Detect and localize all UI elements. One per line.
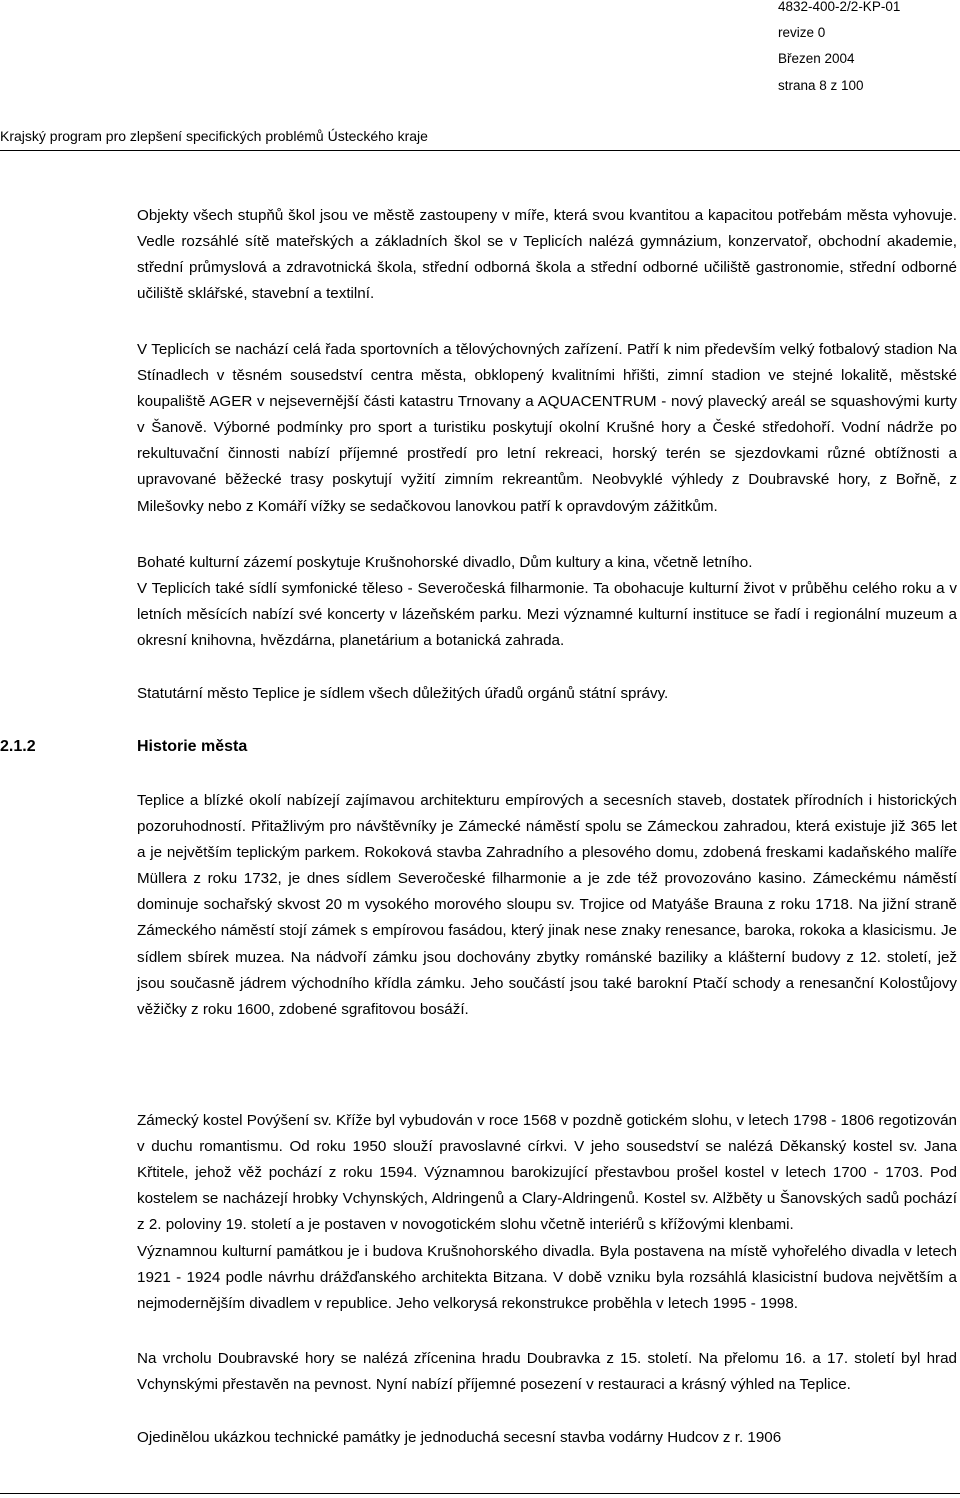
- doc-revision: revize 0: [778, 25, 826, 40]
- paragraph-theatre: Významnou kulturní památkou je i budova Krušnohorského divadla. Byla postavena na místě vyhořelého divadla v letech 1921 - 1924 podle návrhu drážďanského architekta Bitzana. V době vzniku byla rozsáhlá klasicistní budova největším a nejmodernějším divadlem v republice. Jeho velkorysá rekonstrukce proběhla v letech 1995 - 1998.: [137, 1243, 957, 1313]
- section-heading: [0, 737, 247, 757]
- paragraph-doubravka: Na vrcholu Doubravské hory se nalézá zřícenina hradu Doubravka z 15. století. Na přelomu 16. a 17. století byl hrad Vchynskými přestavěn na pevnost. Nyní nabízí příjemné posezení v restauraci a krásný výhled na Teplice.: [137, 1350, 957, 1394]
- footer-rule: [0, 1493, 960, 1494]
- paragraph-sports: V Teplicích se nachází celá řada sportovních a tělovýchovných zařízení. Patří k nim především velký fotbalový stadion Na Stínadlech v těsném sousedství centra města, obklopený kvalitními hřišti, zimní stadion ve stejné lokalitě, městské koupaliště AGER v nejsevernější části katastru Trnovany a AQUACENTRUM - nový plavecký areál se squashovými kurty v Šanově. Výborné podmínky pro sport a turistiku poskytují okolní Krušné hory a České středohoří. Vodní nádrže po rekultuvační činnosti nabízí příjemné prostředí pro letní rekreaci, horský terén se sjezdovkami různé obtížnosti a upravované běžecké trasy poskytují vyžití zimním rekreantům. Neobvyklé výhledy z Doubravské hory, z Bořně, z Milešovky nebo z Komáří vížky se sedačkovou lanovkou patří k opravdovým zážitkům.: [137, 341, 957, 515]
- paragraph-waterworks: Ojedinělou ukázkou technické památky je jednoduchá secesní stavba vodárny Hudcov z r. 1906: [137, 1429, 782, 1446]
- section-title: Historie města: [137, 738, 248, 755]
- paragraph-churches: Zámecký kostel Povýšení sv. Kříže byl vybudován v roce 1568 v pozdně gotickém slohu, v letech 1798 - 1806 regotizován v duchu romantismu. Od roku 1950 slouží pravoslavné církvi. V jeho sousedství se nalézá Děkanský kostel sv. Jana Křtitele, jehož věž pochází z roku 1594. Významnou barokizující přestavbou prošel kostel v letech 1700 - 1703. Pod kostelem se nacházejí hrobky Vchynských, Aldringenů a Clary-Aldringenů. Kostel sv. Alžběty u Šanovských sadů pochází z 2. poloviny 19. století a je postaven v novogotickém slohu včetně interiérů s křížovými klenbami.: [137, 1112, 957, 1234]
- header-rule: [0, 150, 960, 151]
- paragraph-architecture: Teplice a blízké okolí nabízejí zajímavou architekturu empírových a secesních staveb, dostatek přírodních i historických pozoruhodností. Přitažlivým pro návštěvníky je Zámecké náměstí spolu se Zámeckou zahradou, která existuje již 365 let a je největším teplickým parkem. Rokoková stavba Zahradního a plesového domu, zdobená freskami kadaňského malíře Müllera z roku 1732, je dnes sídlem Severočeské filharmonie a je zde též provozováno kasino. Zámeckému náměstí dominuje sochařský skvost 20 m vysokého morového sloupu sv. Trojice od Matyáše Brauna z roku 1718. Na jižní straně Zámeckého náměstí stojí zámek s empírovou fasádou, který jinak nese znaky renesance, baroka, rokoka a klasicismu. Je sídlem sbírek muzea. Na nádvoří zámku jsou dochovány zbytky románské baziliky a klášterní budovy z 12. století, jež jsou současně jádrem východního křídla zámku. Jeho součástí jsou také barokní Ptačí schody a renesanční Kolostůjovy věžičky z roku 1600, zdobené sgrafitovou bosáží.: [137, 792, 957, 1018]
- paragraph-culture: Bohaté kulturní zázemí poskytuje Krušnohorské divadlo, Dům kultury a kina, včetně letního.: [137, 554, 753, 571]
- paragraph-administration: Statutární město Teplice je sídlem všech důležitých úřadů orgánů státní správy.: [137, 685, 669, 702]
- header-title: Krajský program pro zlepšení specifických problémů Ústeckého kraje: [0, 128, 428, 144]
- page-number: strana 8 z 100: [778, 78, 864, 93]
- doc-code: 4832-400-2/2-KP-01: [778, 0, 901, 14]
- doc-date: Březen 2004: [778, 51, 855, 66]
- section-number: 2.1.2: [0, 738, 36, 755]
- paragraph-schools: Objekty všech stupňů škol jsou ve městě zastoupeny v míře, která svou kvantitou a kapacitou potřebám města vyhovuje. Vedle rozsáhlé sítě mateřských a základních škol se v Teplicích nalézá gymnázium, konzervatoř, obchodní akademie, střední průmyslová a zdravotnická škola, střední odborná škola a střední odborné učiliště gastronomie, střední odborné učiliště sklářské, stavební a textilní.: [137, 207, 957, 303]
- paragraph-philharmonic: V Teplicích také sídlí symfonické těleso - Severočeská filharmonie. Ta obohacuje kulturní život v průběhu celého roku a v letních měsících nabízí své koncerty v lázeňském parku. Mezi významné kulturní instituce se řadí i regionální muzeum a okresní knihovna, hvězdárna, planetárium a botanická zahrada.: [137, 580, 957, 650]
